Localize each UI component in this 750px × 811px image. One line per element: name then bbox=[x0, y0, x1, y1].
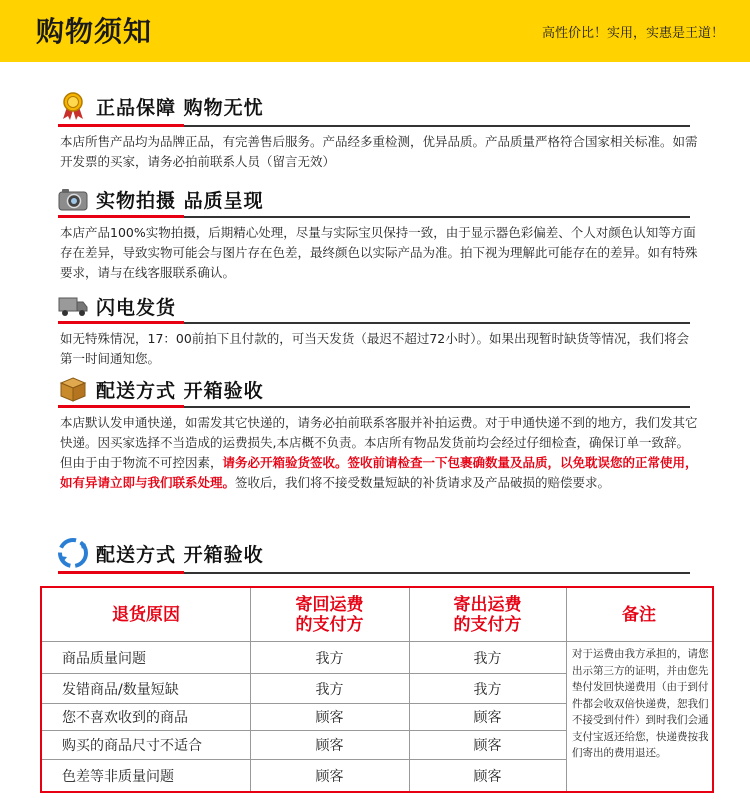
returns-table bbox=[40, 586, 714, 793]
reason-cell: 商品质量问题 bbox=[62, 650, 146, 667]
send-payer-cell: 我方 bbox=[473, 650, 502, 667]
return-payer-cell: 顾客 bbox=[315, 738, 344, 754]
send-payer-cell: 顾客 bbox=[473, 710, 502, 726]
section-shipping-header bbox=[58, 291, 176, 321]
table-header-cell: 退货原因 bbox=[112, 605, 180, 625]
section-title: 正品保障 购物无忧 bbox=[96, 96, 264, 119]
section-returns-header bbox=[58, 538, 264, 568]
camera-icon bbox=[58, 185, 88, 213]
section-genuine-header bbox=[58, 91, 264, 121]
section-photo-text: 本店产品100%实物拍摄，后期精心处理，尽量与实际宝贝保持一致，由于显示器色彩偏差、个人对颜色认知等方面存在差异，导致实物可能会与图片存在色差，最终颜色以实际产品为准。拍下视为理解此可能存在的差异。如有特殊要求，请与在线客服联系确认。 bbox=[60, 225, 698, 280]
return-payer-cell: 我方 bbox=[315, 650, 344, 667]
delivery-truck-icon bbox=[58, 292, 88, 320]
section-divider bbox=[58, 125, 690, 127]
table-row bbox=[42, 642, 566, 674]
table-row bbox=[42, 674, 566, 704]
package-box-icon bbox=[58, 375, 88, 403]
reason-cell: 发错商品/数量短缺 bbox=[62, 681, 179, 698]
section-photo-header bbox=[58, 184, 264, 214]
section-delivery-header bbox=[58, 374, 264, 404]
send-payer-cell: 顾客 bbox=[473, 738, 502, 754]
table-row bbox=[42, 704, 566, 731]
returns-note: 对于运费由我方承担的，请您出示第三方的证明，并由您先垫付发回快递费用（由于到付件都会收双倍快递费，恕我们不接受到付件）到时我们会通支付宝返还给您，快递费按我们寄出的费用退还。 bbox=[572, 648, 709, 759]
table-row bbox=[42, 760, 566, 791]
return-payer-cell: 我方 bbox=[315, 681, 344, 698]
recycle-icon bbox=[58, 539, 88, 567]
table-column-line bbox=[566, 588, 567, 791]
section-divider bbox=[58, 216, 690, 218]
section-divider bbox=[58, 322, 690, 324]
section-title: 闪电发货 bbox=[96, 296, 177, 319]
reason-cell: 色差等非质量问题 bbox=[62, 768, 174, 785]
award-medal-icon bbox=[58, 92, 88, 120]
section-divider bbox=[58, 572, 690, 574]
table-header-cell: 备注 bbox=[622, 605, 656, 625]
table-header-row bbox=[42, 588, 712, 642]
page-title: 购物须知 bbox=[36, 15, 153, 48]
send-payer-cell: 我方 bbox=[473, 681, 502, 698]
send-payer-cell: 顾客 bbox=[473, 768, 502, 785]
section-genuine-text: 本店所售产品均为品牌正品，有完善售后服务。产品经多重检测，优异品质。产品质量严格符合国家相关标准。如需开发票的买家，请务必拍前联系人员（留言无效） bbox=[60, 134, 698, 169]
delivery-text-part: 本店默认发申通快递，如需发其它快递的，请务必拍前联系客服并补拍运费。对于申通快递不到的地方，我们发其它快递。因买家选择不当造成的运费损失,本店概不负责。本店所有物品发货前均会经过仔细检查，确保订单一致辞。但由于由于物流不可控因素， bbox=[60, 415, 698, 470]
section-divider bbox=[58, 406, 690, 408]
section-title: 实物拍摄 品质呈现 bbox=[96, 189, 264, 212]
reason-cell: 购买的商品尺寸不适合 bbox=[62, 738, 202, 754]
return-payer-cell: 顾客 bbox=[315, 768, 344, 785]
delivery-text-part: 签收后，我们将不接受数量短缺的补货请求及产品破损的赔偿要求。 bbox=[235, 475, 611, 490]
header-banner bbox=[0, 0, 750, 62]
section-delivery-text bbox=[60, 413, 700, 493]
table-row bbox=[42, 731, 566, 760]
section-title: 配送方式 开箱验收 bbox=[96, 543, 264, 566]
section-shipping-text: 如无特殊情况，17：00前拍下且付款的，可当天发货（最迟不超过72小时）。如果出现暂时缺货等情况，我们将会第一时间通知您。 bbox=[60, 331, 689, 366]
header-slogan: 高性价比！实用，实惠是王道！ bbox=[541, 26, 724, 41]
table-header-cell: 寄回运费的支付方 bbox=[295, 595, 364, 635]
section-title: 配送方式 开箱验收 bbox=[96, 379, 264, 402]
reason-cell: 您不喜欢收到的商品 bbox=[62, 710, 188, 726]
return-payer-cell: 顾客 bbox=[315, 710, 344, 726]
table-header-cell: 寄出运费的支付方 bbox=[453, 595, 522, 635]
delivery-warning-text: 请务必开箱验货签收。签收前请检查一下包裹确数量及品质，以免耽误您的正常使用，如有异请立即与我们联系处理。 bbox=[60, 455, 698, 490]
